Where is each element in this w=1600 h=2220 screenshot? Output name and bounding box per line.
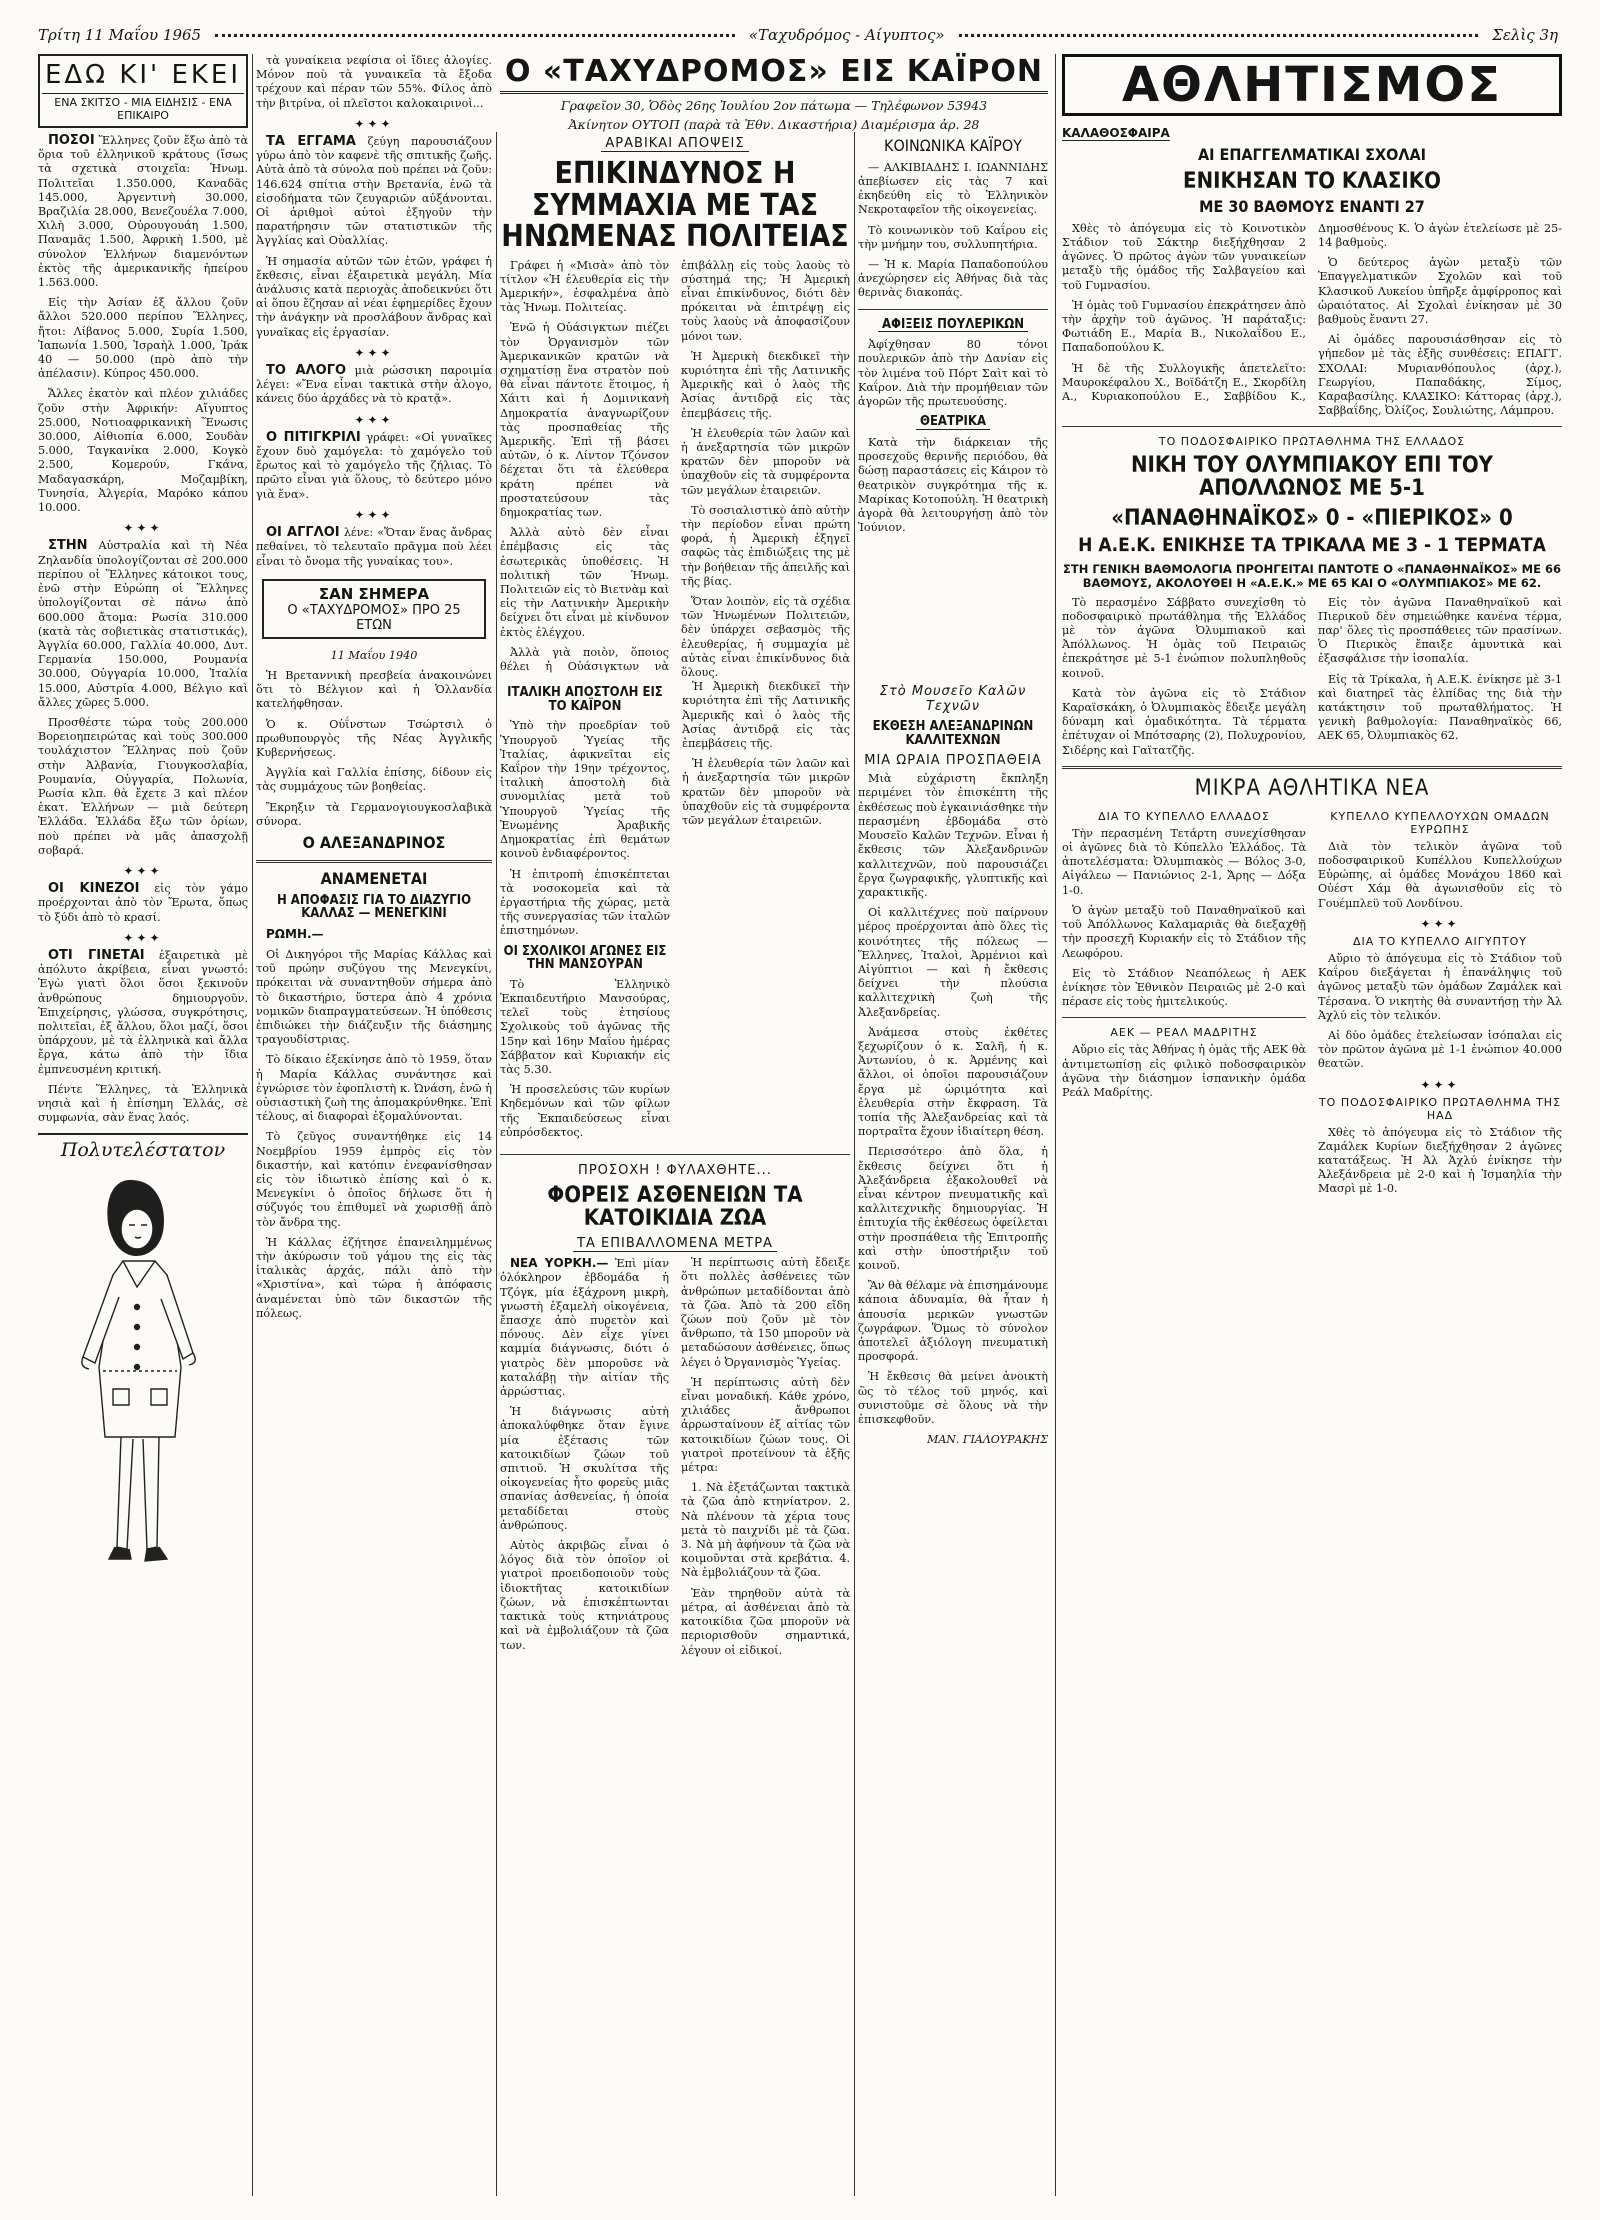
sports-news-heading: ΜΙΚΡΑ ΑΘΛΗΤΙΚΑ ΝΕΑ [1194, 775, 1430, 801]
column-edo-ki-ekei [38, 54, 248, 2196]
paragraph: Ἕλληνες ζοῦν ἔξω ἀπὸ τὰ ὅρια τοῦ ἑλληνικοῦ κράτους (ἴσως τὰ σχετικὰ στοιχεῖα: Ἡνωμ. Πολιτεῖαι 1.350.000, Καναδᾶς 145.000, Ἀργεντινὴ 30.000, Βραζιλία 28.000, Βενεζουέλα 7.000, Χιλὴ 3.000, Οὐρουγουάη 1.500, Παναμᾶς 1.500, Ἀφρικὴ 1.500, μὲ σύνολον Ἑλλήνων διαμενόντων ἐκτὸς τῆς ἀμερικανικῆς ἠπείρου 1.563.000. [38, 134, 248, 290]
paragraph: Μιὰ εὐχάριστη ἔκπληξη περιμένει τὸν ἐπισκέπτη τῆς ἐκθέσεως ποὺ ἐγκαινιάσθηκε τὴν περασμένη ἑβδομάδα στὸ Μουσεῖο Καλῶν Τεχνῶν. Εἶναι ἡ ἔκθεσις τῶν Ἀλεξανδρινῶν καλλιτεχνῶν, ποὺ παρουσιάζει ἔργα ζωγραφικῆς, γλυπτικῆς καὶ χαρακτικῆς. [858, 772, 1048, 899]
paragraph: Ἡ ἐλευθερία τῶν λαῶν καὶ ἡ ἀνεξαρτησία τῶν μικρῶν κρατῶν δὲν μποροῦν νὰ ὑπαχθοῦν εἰς τὰ συμφέροντα τῶν μεγάλων ἐταιρειῶν. [682, 757, 850, 828]
story-body [500, 719, 670, 938]
paragraph-lead: Ο ΠΙΤΙΓΚΡΙΛΙ [266, 429, 361, 445]
fashion-illustration [43, 1167, 243, 1597]
european-cup-body [1318, 840, 1562, 911]
separator-ornament: ✦✦✦ [354, 116, 394, 131]
column-subtitle: ΕΝΑ ΣΚΙΤΣΟ - ΜΙΑ ΕΙΔΗΣΙΣ - ΕΝΑ ΕΠΙΚΑΙΡΟ [42, 93, 244, 122]
paragraph: ἐξαιρετικὰ μὲ ἀπόλυτο ἀκρίβεια, εἶναι γνωστό: Ἐγὼ γιατὶ ὅλοι ὅσοι ξεκινοῦν ἀνθρώπους δημιουργοῦν. Ἐπιχείρησις, γλώσσα, συγκρότησις, πολιτεῖαι, ἐξ ἄλλου, ὅλοι μαζί, ὅσοι ὑπάρχουν, μὲ τὰ ἑλληνικὰ καὶ ἄλλα ἔργα, κάτω ἀπὸ τὴν ἴδια ἐμπνευσμένη κριτική. [38, 948, 248, 1076]
paragraph-lead: ΟΤΙ ΓΙΝΕΤΑΙ [48, 947, 145, 963]
egypt-cup-body [1318, 952, 1562, 1072]
sub-stories [500, 680, 850, 1146]
story-headline: ΟΙ ΣΧΟΛΙΚΟΙ ΑΓΩΝΕΣ ΕΙΣ ΤΗΝ ΜΑΝΣΟΥΡΑΝ [503, 943, 667, 973]
story-body [500, 978, 670, 1140]
football-headline-3: Η Α.Ε.Κ. ΕΝΙΚΗΣΕ ΤΑ ΤΡΙΚΑΛΑ ΜΕ 3 - 1 ΤΕΡΜΑΤΑ [1078, 533, 1546, 556]
social-heading: ΚΟΙΝΩΝΙΚΑ ΚΑΪΡΟΥ [884, 136, 1022, 155]
column-body [256, 54, 492, 569]
paragraph: Ἐὰν τηρηθοῦν αὐτὰ τὰ μέτρα, αἱ ἀσθένειαι ἀπὸ τὰ κατοικίδια ζῶα μποροῦν νὰ περιορισθοῦν σημαντικά, λέγουν οἱ εἰδικοί. [681, 1586, 850, 1657]
anniversary-date: 11 Μαΐου 1940 [330, 648, 418, 662]
separator-ornament: ✦✦✦ [354, 412, 394, 427]
anniversary-box [262, 579, 486, 639]
paragraph: Ἄλλες ἑκατὸν καὶ πλέον χιλιάδες ζοῦν στὴν Ἀφρικήν: Αἴγυπτος 25.000, Νοτιοαφρικανικὴ Ἕνωσις 30.000, Αἰθιοπία 6.000, Σουδὰν 5.000, Ταγκανίκα 2.000, Κογκὸ 2.500, Κομερούν, Γκάνα, Μαδαγασκάρη, Μοζαμβίκη, Τυνησία, Ἀλγερία, Μαρόκο κάπου 10.000. [38, 387, 248, 515]
warning-kicker: ΠΡΟΣΟΧΗ ! ΦΥΛΑΧΘΗΤΕ... [578, 1163, 772, 1179]
paragraph: Ἡ σημασία αὐτῶν τῶν ἐτῶν, γράφει ἡ ἔκθεσις, εἶναι ἐξαιρετικὰ μεγάλη. Μία ἀνάλυσις κατὰ περιοχὰς ἀποδεικνύει ὅτι αἱ ὅπου ἔζησαν αἱ νέαι ἐφημερίδες ἔχουν τὴν ἀνάγκην νὰ προσλάβουν ἄνδρας καὶ γυναῖκας εἰς ἐργασίαν. [256, 254, 492, 339]
uar-league-body [1318, 1126, 1562, 1197]
paragraph: Ἐπὶ μίαν ὁλόκληρον ἐβδομάδα ἡ Τζόγκ, μία ἐξάχρονη μικρὴ, γνωστὴ ἑξαμελὴ οἰκογένεια, ἔπασχε ἀπὸ πυρετὸν καὶ πόνους. Δὲν εἶχε γίνει καμμία διάγνωσις, διότι ὁ γιατρὸς δὲν μποροῦσε νὰ καταλάβῃ τὴν αἰτίαν τῆς ἀρρώστιας. [500, 1257, 669, 1399]
paragraph-lead: ΟΙ ΑΓΓΛΟΙ [266, 525, 340, 541]
paragraph: Αὔριο τὸ ἀπόγευμα εἰς τὸ Στάδιον τοῦ Καΐρου διεξάγεται ἡ ἐπανάληψις τοῦ ἀγῶνος μεταξὺ τῶν ὁμάδων Ζαμάλεκ καὶ Τέρσανα. Ὁ νικητὴς θὰ συναντήσῃ τὴν Ἀλ Ἀχλύ εἰς τὸν τελικόν. [1318, 951, 1562, 1022]
paragraph-lead: ΤΑ ΕΓΓΑΜΑ [266, 134, 356, 150]
paragraph-lead: ΤΟ ΑΛΟΓΟ [266, 363, 347, 379]
paragraph: — Ἡ κ. Μαρία Παπαδοπούλου ἀνεχώρησεν εἰς Ἀθήνας διὰ τὰς θερινὰς διακοπάς. [858, 258, 1048, 300]
paragraph: Ὑπὸ τὴν προεδρίαν τοῦ Ὑπουργοῦ Ὑγείας τῆς Ἰταλίας, ἀφικνεῖται εἰς Καΐρον τὴν 19ην τρέχοντος, ἰταλικὴ ἀποστολὴ διὰ συνομιλίας μετὰ τοῦ Ὑπουργοῦ Ὑγείας τῆς Ἐνωμένης Ἀραβικῆς Δημοκρατίας ἐπὶ θεμάτων κοινοῦ ἐνδιαφέροντος. [500, 719, 670, 861]
divider [256, 860, 492, 863]
paragraph: Προσθέστε τώρα τοὺς 200.000 Βορειοηπειρώτας καὶ τοὺς 300.000 τουλάχιστον Ἕλληνας ποὺ ζοῦν στὴν Ἀλβανία, Γιουγκοσλαβία, Ρουμανία, Οὐγγαρία, Πολωνία, Ρωσία κλπ. θὰ ἔχετε 3 καὶ πλέον ἑκατ. Ἑλλήνων — μιὰ δεύτερη Ἑλλάδα. Ἑλλάδα ἔξω τῶν ὁρίων, ποὺ πρέπει νὰ μᾶς ἀπασχολῇ σοβαρά. [38, 715, 248, 857]
paragraph: Αὔριο εἰς τὰς Ἀθήνας ἡ ὁμὰς τῆς ΑΕΚ θὰ ἀντιμετωπίσῃ εἰς φιλικὸ ποδοσφαιρικὸν ἀγῶνα τὴν διάσημον ἰσπανικὴν ὁμάδα Ρεάλ Μαδρίτης. [1062, 1043, 1306, 1099]
paragraph: Ἡ Κάλλας ἐζήτησε ἐπανειλημμένως τὴν ἀκύρωσιν τοῦ γάμου της εἰς τὰς ἱταλικὰς ἀρχάς, πάλι ἀπὸ τὴν «Χριστίνα», καὶ τώρα ἡ ἀπόφασις ἀναμένεται ὑπὸ τῶν δικαστῶν τῆς πόλεως. [256, 1235, 492, 1320]
european-cup-heading: ΚΥΠΕΛΛΟ ΚΥΠΕΛΛΟΥΧΩΝ ΟΜΑΔΩΝ ΕΥΡΩΠΗΣ [1330, 809, 1550, 836]
paragraph: Ἡ ἔκθεσις θὰ μείνει ἀνοικτὴ ὣς τὸ τέλος τοῦ μηνός, καὶ συνιστοῦμε σὲ ὅλους νὰ τὴν ἐπισκεφθοῦν. [858, 1370, 1048, 1427]
anniversary-subtitle: Ο «ΤΑΧΥΔΡΟΜΟΣ» ΠΡΟ 25 ΕΤΩΝ [287, 602, 461, 633]
column-title: ΕΔΩ ΚΙ' ΕΚΕΙ [44, 60, 242, 90]
paragraph: Ἀλλὰ αὐτὸ δὲν εἶναι ἐπέμβασις εἰς τὰς ἐσωτερικὰς ὑποθέσεις. Ἡ πολιτικὴ τῶν Ἡνωμ. Πολιτειῶν εἰς τὸ Βιετνὰμ καὶ εἰς τὴν Λατινικὴν Ἀμερικὴν δείχνει ὅτι εἶναι μὲ κίνδυνον ἐκτὸς ἐλέγχου. [500, 526, 670, 639]
paragraph: Ἀγγλία καὶ Γαλλία ἐπίσης, δίδουν εἰς τὰς συμμάχους τῶν βοηθείας. [256, 766, 492, 794]
paragraph: Ἀλλὰ γιὰ ποιὸν, ὅποιος θέλει ἡ Οὐάσιγκτων νὰ ἐπιβάλλῃ εἰς τοὺς λαοὺς τὸ σύστημά της; Ἡ Ἀμερικὴ εἶναι ἐπικίνδυνος, διότι δὲν πρόκειται νὰ ἐπιτρέψῃ εἰς τοὺς λαοὺς νὰ ἀποφασίζουν μόνοι των. [500, 258, 850, 673]
basketball-body [1062, 222, 1562, 419]
paragraph: Ἡ περίπτωσις αὐτὴ ἔδειξε ὅτι πολλὲς ἀσθένειες τῶν ἀνθρώπων μεταδίδονται ἀπὸ τὰ ζῶα. Ἀπὸ τὰ 200 εἴδη ζώων ποὺ ζοῦν μὲ τὸν ἄνθρωπο, τὰ 150 μποροῦν νὰ μεταδώσουν ἀσθένειες, ὅπως λέγει ὁ Ὀργανισμὸς Ὑγείας. [681, 1256, 850, 1369]
paragraph: Αἱ δύο ὁμάδες ἐτελείωσαν ἰσόπαλαι εἰς τὸν πρῶτον ἀγῶνα μὲ 1-1 ἐνώπιον 40.000 θεατῶν. [1318, 1028, 1562, 1071]
paragraph: Πέντε Ἕλληνες, τὰ Ἑλληνικὰ νησιὰ καὶ ἡ ἐπίσημη Ἑλλάς, σὲ συμφωνία, σὰν ἕνας λαός. [38, 1082, 248, 1125]
paragraph: Χθὲς τὸ ἀπόγευμα εἰς τὸ Στάδιον τῆς Ζαμάλεκ Κυρίων διεξήχθησαν 2 ἀγῶνες κατατάξεως. Ἡ Ἀλ Ἀχλύ ἐνίκησε τὴν Ἀλεξάνδρεια μὲ 2-0 καὶ ἡ Ἰσμαηλία τὴν Μασρὶ μὲ 1-0. [1318, 1125, 1562, 1196]
divider [858, 309, 1048, 310]
pets-headline: ΦΟΡΕΙΣ ΑΣΘΕΝΕΙΩΝ ΤΑ ΚΑΤΟΙΚΙΔΙΑ ΖΩΑ [547, 1183, 803, 1232]
museum-story [858, 680, 1048, 2196]
paragraph: Ὁ ἀγὼν μεταξὺ τοῦ Παναθηναϊκοῦ καὶ τοῦ Ἀπόλλωνος Καλαμαριᾶς θὰ διεξαχθῇ τὴν προσεχῆ Κυριακήν εἰς τὸ Στάδιον τῆς Λεωφόρου. [1062, 903, 1306, 960]
paragraph: Ἡ δὲ τῆς Συλλογικῆς ἀπετελεῖτο: Μαυροκέφαλου Χ., Βοϊδάτζη Ε., Σκορδίλη Α., Κυριακοπούλου Ε., Σαββίδου Κ., Δημοσθένους Κ. Ὁ ἀγὼν ἐτελείωσε μὲ 25-14 βαθμοὺς. [1062, 221, 1562, 403]
masthead-address-1: Γραφεῖον 30, Ὁδὸς 26ης Ἰουλίου 2ον πάτωμα — Τηλέφωνον 53943 [560, 98, 988, 113]
divider [1062, 766, 1562, 769]
column-rule [496, 132, 497, 2196]
separator-ornament: ✦✦✦ [123, 930, 163, 945]
column-body [38, 134, 248, 1125]
cup-heading: ΔΙΑ ΤΟ ΚΥΠΕΛΛΟ ΕΛΛΑΔΟΣ [1098, 809, 1270, 823]
masthead [500, 54, 1048, 132]
museum-kicker: Στὸ Μουσεῖο Καλῶν Τεχνῶν [879, 684, 1027, 714]
real-madrid-body [1062, 1043, 1306, 1100]
basketball-kicker: ΚΑΛΑΘΟΣΦΑΙΡΑ [1062, 126, 1170, 140]
cup-body [1062, 827, 1306, 1009]
column-rule [854, 132, 855, 2196]
divider [1062, 426, 1562, 427]
theatre-heading: ΘΕΑΤΡΙΚΑ [858, 415, 1048, 430]
paragraph: Ἐνῶ ἡ Οὐάσιγκτων πιέζει τὸν Ὀργανισμὸν τῶν Ἀμερικανικῶν κρατῶν νὰ σχηματίσῃ ἕνα στρατὸν ποὺ θὰ εἶναι πάντοτε ἕτοιμος, ἡ Χάιτι καὶ ἡ Δομινικανὴ Δημοκρατία ἀναγνωρίζουν τὰς προσπαθείας τῆς Ἀμερικῆς. Ἐπὶ τῇ βάσει αὐτῶν, ὁ κ. Λίντον Τζόνσον δέχεται ὅτι τὰ ἐλεύθερα κράτη πρέπει νὰ προστατεύσουν τὰς δημοκρατίας των. [500, 321, 669, 519]
column-continued [256, 54, 492, 2196]
sports-news-left [1062, 806, 1306, 1203]
paragraph: τὰ γυναίκεια νεφίσια οἱ ἴδιες ἀλογίες. Μόνον ποὺ τὰ γυναικεῖα τὰ ἔξοδα τρέχουν καὶ πέραν τῶν 55%. Φίλος ἀπὸ τὴν βιτρίνα, οἱ πλεῖστοι καλοκαιρινοὶ... [256, 54, 492, 110]
paragraph: Ἡ προσελεύσις τῶν κυρίων Κηδεμόνων καὶ τῶν φίλων τῆς Ἐκπαιδεύσεως εἶναι εὐπρόσδεκτος. [500, 1083, 670, 1139]
paragraph: Χθὲς τὸ ἀπόγευμα εἰς τὸ Κοινοτικὸν Στάδιον τοῦ Σάκτηρ διεξήχθησαν 2 ἀγῶνες. Ὁ πρῶτος ἀγὼν τῶν γυναικείων μεταξὺ τῆς ὁμάδος τῆς Σαλβαγείου καὶ τοῦ Γυμνασίου. [1062, 221, 1306, 292]
theatre-body [858, 436, 1048, 535]
separator-ornament: ✦✦✦ [354, 345, 394, 360]
paragraph: Εἰς τὸ Στάδιον Νεαπόλεως ἡ ΑΕΚ ἐνίκησε τὸν Ἐθνικὸν Πειραιῶς μὲ 2-0 καὶ πέρασε εἰς τοὺς ἡμιτελικούς. [1062, 966, 1306, 1009]
paragraph: 1. Νὰ ἐξετάζωνται τακτικὰ τὰ ζῶα ἀπὸ κτηνίατρον. 2. Νὰ πλένουν τὰ χέρια τους μετὰ τὸ παιχνίδι μὲ τὰ ζῶα. 3. Νὰ μὴ ἀφήνουν τὰ ζῶα νὰ κοιμοῦνται στὰ κρεβάτια. 4. Νὰ ἐμβολιάζουν τὰ ζῶα. [681, 1481, 850, 1580]
paragraph: Εἰς τὴν Ἀσίαν ἐξ ἄλλου ζοῦν ἄλλοι 520.000 περίπου Ἕλληνες, ἤτοι: Λίβανος 5.000, Συρία 1.500, Ἰαπωνία 1.500, Ἰσραὴλ 1.000, Ἰράκ 40 — 50.000 (πρὸ ἀπὸ τὴν ἀπέλασιν). Κύπρος 450.000. [38, 296, 248, 381]
arrivals-body [858, 338, 1048, 409]
header-rule [215, 34, 735, 37]
paragraph: μιὰ ρώσσικη παροιμία λέγει: «Ἔνα εἶναι τακτικὰ στὴν ἀλογο, κάνεις δύο ἀρχάδες νὰ τὸ κρατᾷ». [256, 364, 492, 406]
paragraph: Ἀφίχθησαν 80 τόνοι πουλερικῶν ἀπὸ τὴν Δανίαν εἰς τὸν λιμένα τοῦ Πόρτ Σαὶτ καὶ τὸ Καΐρον. Διὰ τὴν προμήθειαν τῶν ἀγορῶν τῆς πρωτευούσης. [858, 338, 1048, 409]
paragraph-lead: ΟΙ ΚΙΝΕΖΟΙ [48, 881, 140, 897]
paragraph: Εἰς τὰ Τρίκαλα, ἡ Α.Ε.Κ. ἐνίκησε μὲ 3-1 καὶ διατηρεῖ τὰς ἐλπίδας της διὰ τὴν κατάκτησιν τοῦ πρωταθλήματος. Ἡ γενικὴ βαθμολογία: Παναθηναϊκὸς 66, ΑΕΚ 65, Ὀλυμπιακὸς 62. [1318, 672, 1562, 743]
paragraph: — ΑΛΚΙΒΙΑΔΗΣ Ι. ΙΩΑΝΝΙΔΗΣ ἀπεβίωσεν εἰς τὰς 7 καὶ ἐκηδεύθη εἰς τὸ Ἐλληνικὸν Νεκροταφεῖον τῆς οἰκογενείας. [858, 160, 1048, 217]
museum-headline: ΕΚΘΕΣΗ ΑΛΕΞΑΝΔΡΙΝΩΝ ΚΑΛΛΙΤΕΧΝΩΝ [872, 719, 1034, 748]
paragraph: Ἀνάμεσα στοὺς ἐκθέτες ξεχωρίζουν ὁ κ. Σαλῆ, ἡ κ. Ἀντωνίου, ὁ κ. Ἀρμένης καὶ ἄλλοι, οἱ ὁποῖοι παρουσιάζουν ἔργα μὲ ὡριμότητα καὶ ἐλευθερία στὴν ἔκφραση. Τὰ τοπία τῆς Ἀλεξανδρείας καὶ τὰ πορτραῖτα ἔχουν ἰδιαίτερη θέση. [858, 1025, 1048, 1139]
paragraph: Τὴν περασμένη Τετάρτη συνεχίσθησαν οἱ ἀγῶνες διὰ τὸ Κύπελλο Ἑλλάδος. Τὰ ἀποτελέσματα: Ὀλυμπιακὸς — Βόλος 3-0, Αἰγάλεω — Πανιώνιος 2-1, Ἄρης — Δόξα 1-0. [1062, 826, 1306, 897]
social-body [858, 161, 1048, 301]
paragraph: Αἱ ὁμάδες παρουσιάσθησαν εἰς τὸ γήπεδον μὲ τὰς ἑξῆς συνθέσεις: ΕΠΑΓΓ. ΣΧΟΛΑΙ: Μυριανθόπουλος (ἀρχ.), Γεωργίου, Παπαδάκης, Σίμος, Καραβασίλης. ΚΛΑΣΙΚΟ: Κάττορας (ἀρχ.), Σαββαΐδης, Ὀλίζος, Σουλιώτης, Λάμπρου. [1318, 333, 1562, 418]
paragraph: Τὸ σοσιαλιστικὸ ἀπὸ αὐτὴν τὴν περίοδον εἶναι πρώτη φορά, ἡ Ἀμερικὴ ἐξηγεῖ σαφῶς τὰς ἐπιδιώξεις της μὲ τὴν βοήθειαν τῆς ἀπειλῆς καὶ τῆς βίας. [681, 503, 850, 588]
sports-section-title: ΑΘΛΗΤΙΣΜΟΣ [1062, 54, 1562, 116]
separator-ornament: ✦✦✦ [1420, 1077, 1460, 1092]
paragraph-lead: ΣΤΗΝ [48, 538, 88, 554]
paragraph: Κατὰ τὸν ἀγῶνα εἰς τὸ Στάδιον Καραϊσκάκη, ὁ Ὀλυμπιακὸς ἔδειξε μεγάλη δύναμη καὶ ὁμαδικότητα. Τὰ τέρματα ἐπέτυχαν οἱ Μπότσαρης (2), Πολυχρονίου, Σιδέρης καὶ Γαϊτατζῆς. [1062, 686, 1306, 757]
arrivals-heading: ΑΦΙΞΕΙΣ ΠΟΥΛΕΡΙΚΩΝ [858, 318, 1048, 333]
story-body [500, 259, 850, 681]
column-arab-views [500, 132, 850, 2196]
page-number: Σελὶς 3η [1492, 26, 1559, 44]
football-standings-summary: ΣΤΗ ΓΕΝΙΚΗ ΒΑΘΜΟΛΟΓΙΑ ΠΡΟΗΓΕΙΤΑΙ ΠΑΝΤΟΤΕ Ο «ΠΑΝΑΘΗΝΑΪΚΟΣ» ΜΕ 66 ΒΑΘΜΟΥΣ, ΑΚΟΛΟΥΘΕΙ Η «Α.Ε.Κ.» ΜΕ 65 ΚΑΙ Ο «ΟΛΥΜΠΙΑΚΟΣ» ΜΕ 62. [1063, 561, 1561, 590]
paragraph: Ἡ Ἀμερικὴ διεκδικεῖ τὴν κυριότητα ἐπὶ τῆς Λατινικῆς Ἀμερικῆς καὶ ὁ λαὸς τῆς Ἀσίας ἀντιδρᾷ εἰς τὰς ἐπεμβάσεις τῆς. [682, 680, 850, 750]
paragraph: Ἡ ἐπιτροπὴ ἐπισκέπτεται τὰ νοσοκομεῖα καὶ τὰ ἐργαστήρια τῆς χώρας, μετὰ τῆς συνεργασίας τῶν ἰταλῶν ἐπιστημόνων. [500, 867, 670, 938]
paragraph: Τὸ ζεῦγος συναντήθηκε εἰς 14 Νοεμβρίου 1959 ἐμπρὸς εἰς τὸν δικαστήν, καὶ κατόπιν ἐνεφανίσθησαν εἰς τὸν ἰδιωτικὸ ἐπίσης καὶ ὁ κ. Μενεγκίνι ὁ ὁποῖος δήλωσε ὅτι ἡ σύζυγός του ἐπιθυμεῖ νὰ χωρισθῇ ἀπὸ τὸν ἄνδρα της. [256, 1130, 492, 1229]
paragraph: Εἰς τὸν ἀγῶνα Παναθηναϊκοῦ καὶ Πιερικοῦ δὲν σημειώθηκε κανένα τέρμα, παρ' ὅλες τὶς προσπάθειες τῶν πρασίνων. Ὁ Πιερικὸς ἔπαιξε ἀμυντικὰ καὶ ἐξασφάλισε τὴν ἰσοπαλία. [1318, 595, 1562, 666]
column-rule [252, 54, 253, 2196]
paragraph: Τὸ δίκαιο ἐξεκίνησε ἀπὸ τὸ 1959, ὅταν ἡ Μαρία Κάλλας συνάντησε καὶ ἐγνώρισε τὸν ἐφοπλιστὴ κ. Ὠνάση, ἐνῶ ἡ οὐσιαστικὴ ζωὴ της ἀπομακρύνθηκε. Ἐπὶ τέλους, αἱ διαφοραὶ ἐξομαλύνονται. [256, 1053, 492, 1124]
paragraph: Ἡ ἐλευθερία τῶν λαῶν καὶ ἡ ἀνεξαρτησία τῶν μικρῶν κρατῶν δὲν μποροῦν νὰ ὑπαχθοῦν εἰς τὰ συμφέροντα τῶν μεγάλων ἐταιρειῶν. [681, 426, 850, 497]
paragraph: Ἡ Βρεταννικὴ πρεσβεία ἀνακοινώνει ὅτι τὸ Βέλγιον καὶ ἡ Ὁλλανδία κατελήφθησαν. [256, 668, 492, 711]
paragraph: Ὁ κ. Οὐΐνστων Τσώρτσιλ ὁ πρωθυπουργὸς τῆς Νέας Ἀγγλικῆς Κυβερνήσεως. [256, 717, 492, 759]
football-kicker: ΤΟ ΠΟΔΟΣΦΑΙΡΙΚΟ ΠΡΩΤΑΘΛΗΜΑ ΤΗΣ ΕΛΛΑΔΟΣ [1158, 435, 1466, 449]
paragraph: Αὐστραλία καὶ τὴ Νέα Ζηλανδία ὑπολογίζονται σὲ 200.000 περίπου οἱ Ἕλληνες κάτοικοι τους, ἐνῶ στὴν Εὐρώπη οἱ Ἕλληνες ὑπολογίζονται σὲ πάνω ἀπὸ 600.000 ἄτομα: Ρωσία 310.000 (κατὰ τὰς σοβιετικὰς στατιστικάς), Ἀγγλία 60.000, Γαλλία 40.000, Δυτ. Γερμανία 150.000, Ρουμανία 30.000, Οὐγγαρία 10.000, Ἰταλία 15.000, Αὐστρία 4.000, Βέλγιο καὶ ἄλλες χῶρες 5.000. [38, 539, 248, 709]
paragraph: ζεύγη παρουσιάζουν γύρω ἀπὸ τὸν καφενὲ τῆς σπιτικῆς ζωῆς. Αὐτὰ ἀπὸ τὰ σύνολα ποὺ πρέπει νὰ ζοῦν: 146.624 σπίτια στὴν Βρετανία, ἐνῶ τὰ εἰσοδήματα τῶν ζευγαριῶν αὐξάνονται. Οἱ ἀριθμοὶ αὐτοὶ ἐξηγοῦν τὴν παρατήρησιν τῶν στατιστικῶν τῆς Ἀγγλίας καὶ Οὐαλλίας. [256, 135, 492, 248]
football-headline-2: «ΠΑΝΑΘΗΝΑΪΚΟΣ» 0 - «ΠΙΕΡΙΚΟΣ» 0 [1111, 505, 1513, 531]
basketball-headline-2: ΕΝΙΚΗΣΑΝ ΤΟ ΚΛΑΣΙΚΟ [1183, 168, 1441, 194]
paragraph: Κατὰ τὴν διάρκειαν τῆς προσεχοῦς θερινῆς περιόδου, θὰ δώσῃ παραστάσεις εἰς Κάιρον τὸ θεατρικὸν συγκρότημα τῆς κ. Μαρίκας Κοτοπούλη. Ἡ θεατρικὴ ἀγορὰ θὰ λειτουργήσῃ ἀπὸ τὸν Ἰούνιον. [858, 435, 1048, 535]
museum-subheadline: ΜΙΑ ΩΡΑΙΑ ΠΡΟΣΠΑΘΕΙΑ [864, 753, 1042, 769]
separator-ornament: ✦✦✦ [354, 507, 394, 522]
paragraph: Ἡ διάγνωσις αὐτὴ ἀποκαλύφθηκε ὅταν ἔγινε μία ἐξέτασις τῶν κατοικιδίων ζώων τοῦ σπιτιοῦ. Ἡ σκυλίτσα τῆς οἰκογενείας ἦτο φορεὺς μιᾶς σπανίας ἀσθενείας, ἡ ὁποία μεταδίδεται στοὺς ἀνθρώπους. [500, 1405, 669, 1532]
pets-body [500, 1256, 850, 1661]
basketball-headline-3: ΜΕ 30 ΒΑΘΜΟΥΣ ΕΝΑΝΤΙ 27 [1199, 196, 1425, 216]
anniversary-title: ΣΑΝ ΣΗΜΕΡΑ [318, 584, 430, 603]
story-subheadline: Η ΑΠΟΦΑΣΙΣ ΓΙΑ ΤΟ ΔΙΑΖΥΓΙΟ ΚΑΛΛΑΣ — ΜΕΝΕΓΚΙΝΙ [276, 892, 472, 922]
separator-ornament: ✦✦✦ [123, 521, 163, 536]
masthead-address-2: Ἀκίνητον ΟΥΤΟΠ (παρὰ τὰ Ἐθν. Δικαστήρια) Διαμέρισμα ἀρ. 28 [568, 117, 980, 132]
paragraph: Ὁ δεύτερος ἀγὼν μεταξὺ τῶν Ἐπαγγελματικῶν Σχολῶν καὶ τοῦ Κλασικοῦ Λυκείου ὑπῆρξε ἀμφίρροπος καὶ ὡραιότατος. Αἱ Σχολαὶ ἐνίκησαν μὲ 30 βαθμοὺς ἔναντι 27. [1318, 256, 1562, 326]
divider [500, 1154, 850, 1155]
basketball-headline-1: ΑΙ ΕΠΑΓΓΕΛΜΑΤΙΚΑΙ ΣΧΟΛΑΙ [1198, 145, 1426, 164]
paper-name: «Ταχυδρόμος - Αίγυπτος» [748, 26, 945, 44]
column-sports [1062, 54, 1562, 2196]
paragraph: Ἡ ὁμὰς τοῦ Γυμνασίου ἐπεκράτησεν ἀπὸ τὴν ἀρχὴν τοῦ ἀγῶνος. Ἡ παράταξις: Φωτιάδη Ε., Μαρία Β., Νικολαΐδου Ε., Παπαδοπούλου Κ. [1062, 298, 1306, 355]
paragraph: Οἱ καλλιτέχνες ποὺ παίρνουν μέρος προέρχονται ἀπὸ ὅλες τὶς κοινότητες τῆς πόλεως — Ἕλληνες, Ἰταλοὶ, Ἀρμένιοι καὶ Αἰγύπτιοι — καὶ ἡ ἔκθεσις δείχνει τὴν πλούσια καλλιτεχνικὴ ζωὴ τῆς Ἀλεξανδρείας. [858, 906, 1048, 1019]
story-headline: ΙΤΑΛΙΚΗ ΑΠΟΣΤΟΛΗ ΕΙΣ ΤΟ ΚΑΪΡΟΝ [507, 685, 663, 714]
arab-views-continued [682, 680, 850, 1146]
uar-league-heading: ΤΟ ΠΟΔΟΣΦΑΙΡΙΚΟ ΠΡΩΤΑΘΛΗΜΑ ΤΗΣ ΗΑΔ [1318, 1095, 1562, 1122]
divider [1062, 1017, 1306, 1018]
masthead-title: Ο «ΤΑΧΥΔΡΟΜΟΣ» ΕΙΣ ΚΑΪΡΟΝ [500, 54, 1048, 94]
pets-subheadline: ΤΑ ΕΠΙΒΑΛΛΟΜΕΝΑ ΜΕΤΡΑ [500, 1236, 850, 1252]
paragraph: Ἂν θὰ θέλαμε νὰ ἐπισημάνουμε κάποια ἀδυναμία, θὰ ἦταν ἡ ἀπουσία μερικῶν γνωστῶν ζωγράφων. Ὅμως τὸ σύνολον ἀποτελεῖ ἀξιόλογη πνευματικὴ προσφορά. [858, 1279, 1048, 1364]
egypt-cup-heading: ΔΙΑ ΤΟ ΚΥΠΕΛΛΟ ΑΙΓΥΠΤΟΥ [1352, 934, 1527, 948]
paragraph: Γράφει ἡ «Μισὰ» ἀπὸ τὸν τίτλον «Ἡ ἐλευθερία εἰς τὴν Ἀμερικήν», ἐσφαλμένα ἀπὸ τὰς Ἡνωμ. Πολιτείας. [500, 258, 669, 315]
paragraph: Οἱ Δικηγόροι τῆς Μαρίας Κάλλας καὶ τοῦ πρώην συζύγου της Μενεγκίνι, πρόκειται νὰ συναντηθοῦν σήμερα ἀπὸ τὸ δικαστήριο, ὕστερα ἀπὸ 4 χρόνια νομικῶν διαπραγματεύσεων. Ἡ ὑπόθεσις ἐπιδιώκει τὴν διάζευξιν τῆς διάσημης τραγουδίστριας. [256, 948, 492, 1047]
story-body [256, 927, 492, 1321]
author-signature: ΜΑΝ. ΓΙΑΛΟΥΡΑΚΗΣ [927, 1433, 1048, 1447]
issue-date: Τρίτη 11 Μαΐου 1965 [38, 26, 202, 44]
main-headline: ΕΠΙΚΙΝΔΥΝΟΣ Η ΣΥΜΜΑΧΙΑ ΜΕ ΤΑΣ ΗΝΩΜΕΝΑΣ ΠΟΛΙΤΕΙΑΣ [501, 156, 849, 254]
italian-mission-story [500, 680, 670, 1146]
paragraph: Ὅταν λοιπὸν, εἰς τὰ σχέδια τῶν Ἡνωμένων Πολιτειῶν, δὲν ὑπάρχει σεβασμὸς τῆς ἐλευθερίας, ἡ συμμαχία μὲ αὐτὰς εἶναι ἐπικίνδυνος διὰ ὅλους. [681, 594, 850, 679]
sports-news-right [1318, 806, 1562, 1203]
column-title-box [38, 54, 248, 128]
real-madrid-heading: ΑΕΚ — ΡΕΑΛ ΜΑΔΡΙΤΗΣ [1110, 1026, 1258, 1040]
sports-news [1062, 806, 1562, 1203]
paragraph: Αὐτὸς ἀκριβῶς εἶναι ὁ λόγος διὰ τὸν ὁποῖον οἱ γιατροὶ προειδοποιοῦν τοὺς ἰδιοκτῆτας κατοικιδίων ζώων, νὰ ἐπισκέπτωνται τακτικὰ τοὺς κτηνιάτρους καὶ νὰ ἐμβολιάζουν τὰ ζῶα των. [500, 1539, 669, 1652]
paragraph: Ἔκρηξιν τὰ Γερμανογιουγκοσλαβικὰ σύνορα. [256, 800, 492, 828]
separator-ornament: ✦✦✦ [123, 863, 163, 878]
story-headline: ΑΝΑΜΕΝΕΤΑΙ [320, 868, 428, 888]
paragraph: Τὸ περασμένο Σάββατο συνεχίσθη τὸ ποδοσφαιρικὸ πρωτάθλημα τῆς Ἑλλάδος μὲ τὸν ἀγῶνα Ὀλυμπιακοῦ καὶ Ἀπόλλωνος. Ἡ ὁμὰς τοῦ Πειραιῶς ἐπεκράτησε μὲ 5-1 ἐνώπιον πολυπληθοῦς κοινοῦ. [1062, 595, 1306, 680]
paragraph: εἰς τὸν γάμο προέρχονται ἀπὸ τὸν Ἔρωτα, ὅπως τὸ ξύδι ἀπὸ τὸ κρασί. [38, 882, 248, 924]
column-body [256, 649, 492, 829]
paragraph: Τὸ κοινωνικὸν τοῦ Καΐρου εἰς τὴν μνήμην του, συλλυπητήρια. [858, 223, 1048, 251]
page-header [38, 22, 1558, 48]
fashion-ad-title: Πολυτελέστατον [38, 1133, 248, 1161]
column-rule [1055, 54, 1056, 2196]
paragraph: γράφει: «Οἱ γυναῖκες ἔχουν δυὸ χαμόγελα: τὸ χαμόγελο τοῦ ἔρωτος καὶ τὸ χαμόγελο τῆς ζήλιας. Τὸ πρῶτο εἶναι γιὰ ὅλους, τὸ δεύτερο μόνο γιὰ ἕνα». [256, 430, 492, 501]
paragraph: λένε: «Ὅταν ἕνας ἄνδρας πεθαίνει, τὸ τελευταῖο πρᾶγμα ποὺ λέει εἶναι τὸ ὄνομα τῆς γυναίκας του». [256, 526, 492, 568]
story-kicker: ΑΡΑΒΙΚΑΙ ΑΠΟΨΕΙΣ [500, 136, 850, 152]
paragraph: Ἡ περίπτωσις αὐτὴ δὲν εἶναι μοναδική. Κάθε χρόνο, χιλιάδες ἄνθρωποι ἀρρωσταίνουν ἐξ αἰτίας τῶν κατοικιδίων ζώων τους. Οἱ γιατροὶ προτείνουν τὰ ἑξῆς μέτρα: [681, 1375, 850, 1475]
paragraph: Ἡ Ἀμερικὴ διεκδικεῖ τὴν κυριότητα ἐπὶ τῆς Λατινικῆς Ἀμερικῆς καὶ ὁ λαὸς τῆς Ἀσίας ἀντιδρᾷ εἰς τὰς ἐπεμβάσεις τῆς. [681, 349, 850, 420]
dateline: ΡΩΜΗ.— [266, 926, 324, 941]
football-body [1062, 596, 1562, 758]
paragraph: Περισσότερο ἀπὸ ὅλα, ἡ ἔκθεσις δείχνει ὅτι ἡ Ἀλεξάνδρεια ἐξακολουθεῖ νὰ εἶναι κέντρον πνευματικῆς καὶ καλλιτεχνικῆς δημιουργίας. Ἡ ἐπιτυχία τῆς ἐκθέσεως ὀφείλεται στὴν προσπάθεια τῆς Ἐπιτροπῆς καὶ στὴν ὑποστήριξιν τοῦ κοινοῦ. [858, 1145, 1048, 1272]
signature-heading: Ο ΑΛΕΞΑΝΔΡΙΝΟΣ [302, 832, 446, 852]
dateline: ΝΕΑ ΥΟΡΚΗ.— [510, 1256, 609, 1271]
header-rule [959, 34, 1479, 37]
separator-ornament: ✦✦✦ [1420, 916, 1460, 931]
football-headline-1: ΝΙΚΗ ΤΟΥ ΟΛΥΜΠΙΑΚΟΥ ΕΠΙ ΤΟΥ ΑΠΟΛΛΩΝΟΣ ΜΕ 5-1 [1130, 453, 1494, 502]
museum-body [858, 772, 1048, 1427]
paragraph: Τὸ Ἑλληνικὸ Ἐκπαιδευτήριο Μανσούρας, τελεῖ τοὺς ἐτησίους Σχολικοὺς τοῦ ἀγῶνας τῆς 15ην καὶ 16ην Μαΐου ἡμέρας Σάββατον καὶ Κυριακήν εἰς τὰς 5.30. [500, 977, 670, 1077]
paragraph: Διὰ τὸν τελικὸν ἀγῶνα τοῦ ποδοσφαιρικοῦ Κυπέλλου Κυπελλούχων Εὐρώπης, αἱ ὁμάδες Μονάχου 1860 καὶ Οὐέστ Χάμ θὰ ἀγωνισθοῦν εἰς τὸ Γουέμπλεϋ τοῦ Λονδίνου. [1318, 839, 1562, 910]
paragraph-lead: ΠΟΣΟΙ [48, 133, 95, 148]
